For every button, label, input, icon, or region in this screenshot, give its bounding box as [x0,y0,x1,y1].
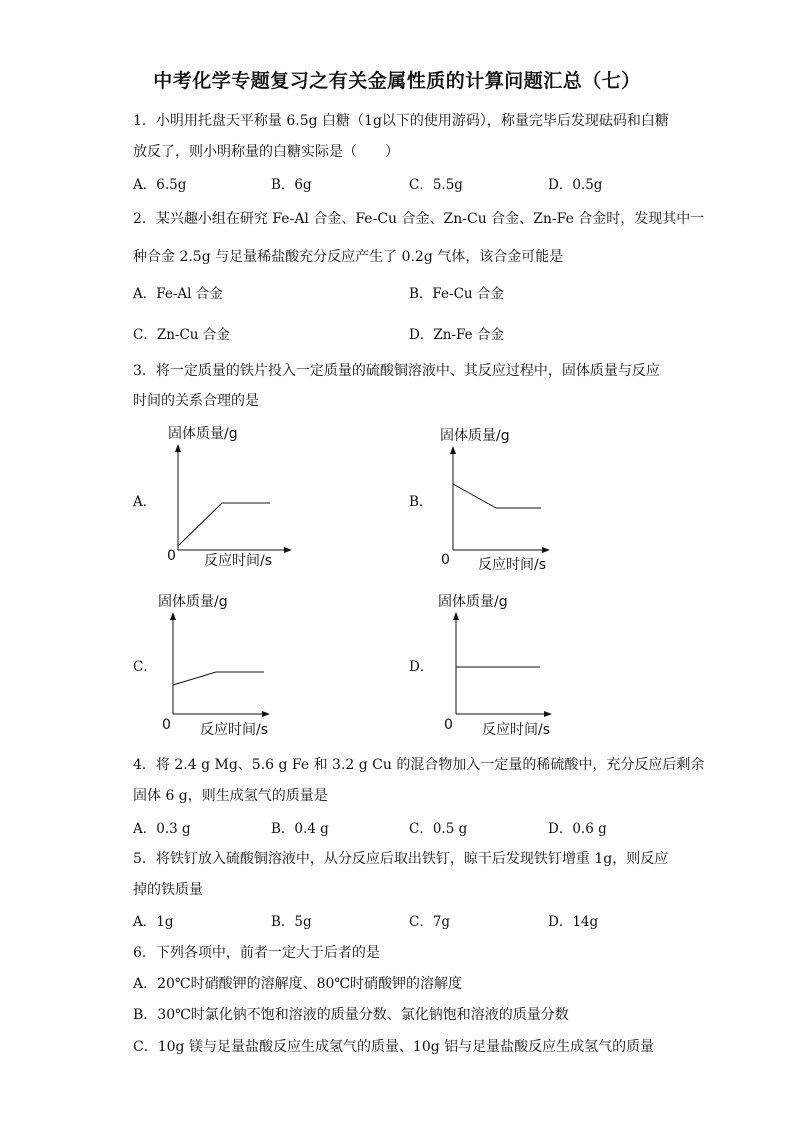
q1-line2: 放反了，则小明称量的白糖实际是（ ） [133,144,399,160]
q4-option-a: A．0.3 g [133,821,191,837]
q1-line1: 1．小明用托盘天平称量 6.5g 白糖（1g以下的使用游码），称量完毕后发现砝码和白糖 [133,113,669,129]
q2-option-b: B．Fe-Cu 合金 [409,286,504,302]
graph-b-curve [453,484,541,508]
q1-option-b: B．6g [271,177,312,193]
q4-option-d: D．0.6 g [548,821,607,837]
graph-b-ylabel: 固体质量/g [440,428,510,444]
q3-line1: 3．将一定质量的铁片投入一定质量的硫酸铜溶液中、其反应过程中，固体质量与反应 [133,363,660,379]
q1-option-d: D．0.5g [548,177,603,193]
q1-option-a: A．6.5g [133,177,187,193]
graph-d-letter: D． [409,659,434,675]
q6-option-a: A．20℃时硝酸钾的溶解度、80℃时硝酸钾的溶解度 [133,976,463,992]
graph-a-ylabel: 固体质量/g [168,426,238,442]
graph-c [156,588,296,743]
graph-a-curve [178,503,270,546]
q2-option-c: C．Zn-Cu 合金 [133,327,230,343]
q3-line2: 时间的关系合理的是 [133,393,259,409]
graph-d-ylabel: 固体质量/g [438,594,508,610]
page-title: 中考化学专题复习之有关金属性质的计算问题汇总（七） [153,70,641,92]
graph-a-origin: 0 [167,548,176,564]
q5-line1: 5．将铁钉放入硫酸铜溶液中，从分反应后取出铁钉，晾干后发现铁钉增重 1g，则反应 [133,851,669,867]
q5-line2: 掉的铁质量 [133,882,203,898]
graph-c-ylabel: 固体质量/g [158,594,228,610]
q6-option-b: B．30℃时氯化钠不饱和溶液的质量分数、氯化钠饱和溶液的质量分数 [133,1007,569,1023]
q5-option-b: B．5g [271,914,312,930]
q4-line2: 固体 6 g，则生成氢气的质量是 [133,788,328,804]
graph-b-xlabel: 反应时间/s [478,557,547,573]
graph-d [436,588,576,743]
q6-option-c: C．10g 镁与足量盐酸反应生成氢气的质量、10g 铝与足量盐酸反应生成氢气的质量 [133,1039,655,1055]
graph-c-letter: C． [133,659,157,675]
graph-d-xlabel: 反应时间/s [482,722,551,738]
q2-line1: 2．某兴趣小组在研究 Fe-Al 合金、Fe-Cu 合金、Zn-Cu 合金、Zn-Fe 合金时，发现其中一 [133,211,705,227]
graph-c-curve [173,672,264,685]
q4-line1: 4．将 2.4 g Mg、5.6 g Fe 和 3.2 g Cu 的混合物加入一定量的稀硫酸中，充分反应后剩余 [133,757,705,773]
q2-option-d: D．Zn-Fe 合金 [409,327,504,343]
q1-option-c: C．5.5g [409,177,463,193]
q4-option-c: C．0.5 g [409,821,468,837]
q5-option-d: D．14g [548,914,599,930]
graph-d-origin: 0 [444,717,453,733]
q5-option-a: A．1g [133,914,174,930]
graph-b-letter: B． [409,494,433,510]
graph-a [160,420,300,575]
q5-option-c: C．7g [409,914,451,930]
graph-b-origin: 0 [441,552,450,568]
q6-line1: 6．下列各项中，前者一定大于后者的是 [133,945,380,961]
q2-line2: 种合金 2.5g 与足量稀盐酸充分反应产生了 0.2g 气体，该合金可能是 [133,249,564,265]
graph-c-xlabel: 反应时间/s [200,722,269,738]
graph-a-xlabel: 反应时间/s [204,553,273,569]
graph-c-origin: 0 [162,717,171,733]
q2-option-a: A．Fe-Al 合金 [133,286,223,302]
graph-b [436,422,576,577]
graph-a-letter: A． [133,494,157,510]
q4-option-b: B．0.4 g [271,821,329,837]
